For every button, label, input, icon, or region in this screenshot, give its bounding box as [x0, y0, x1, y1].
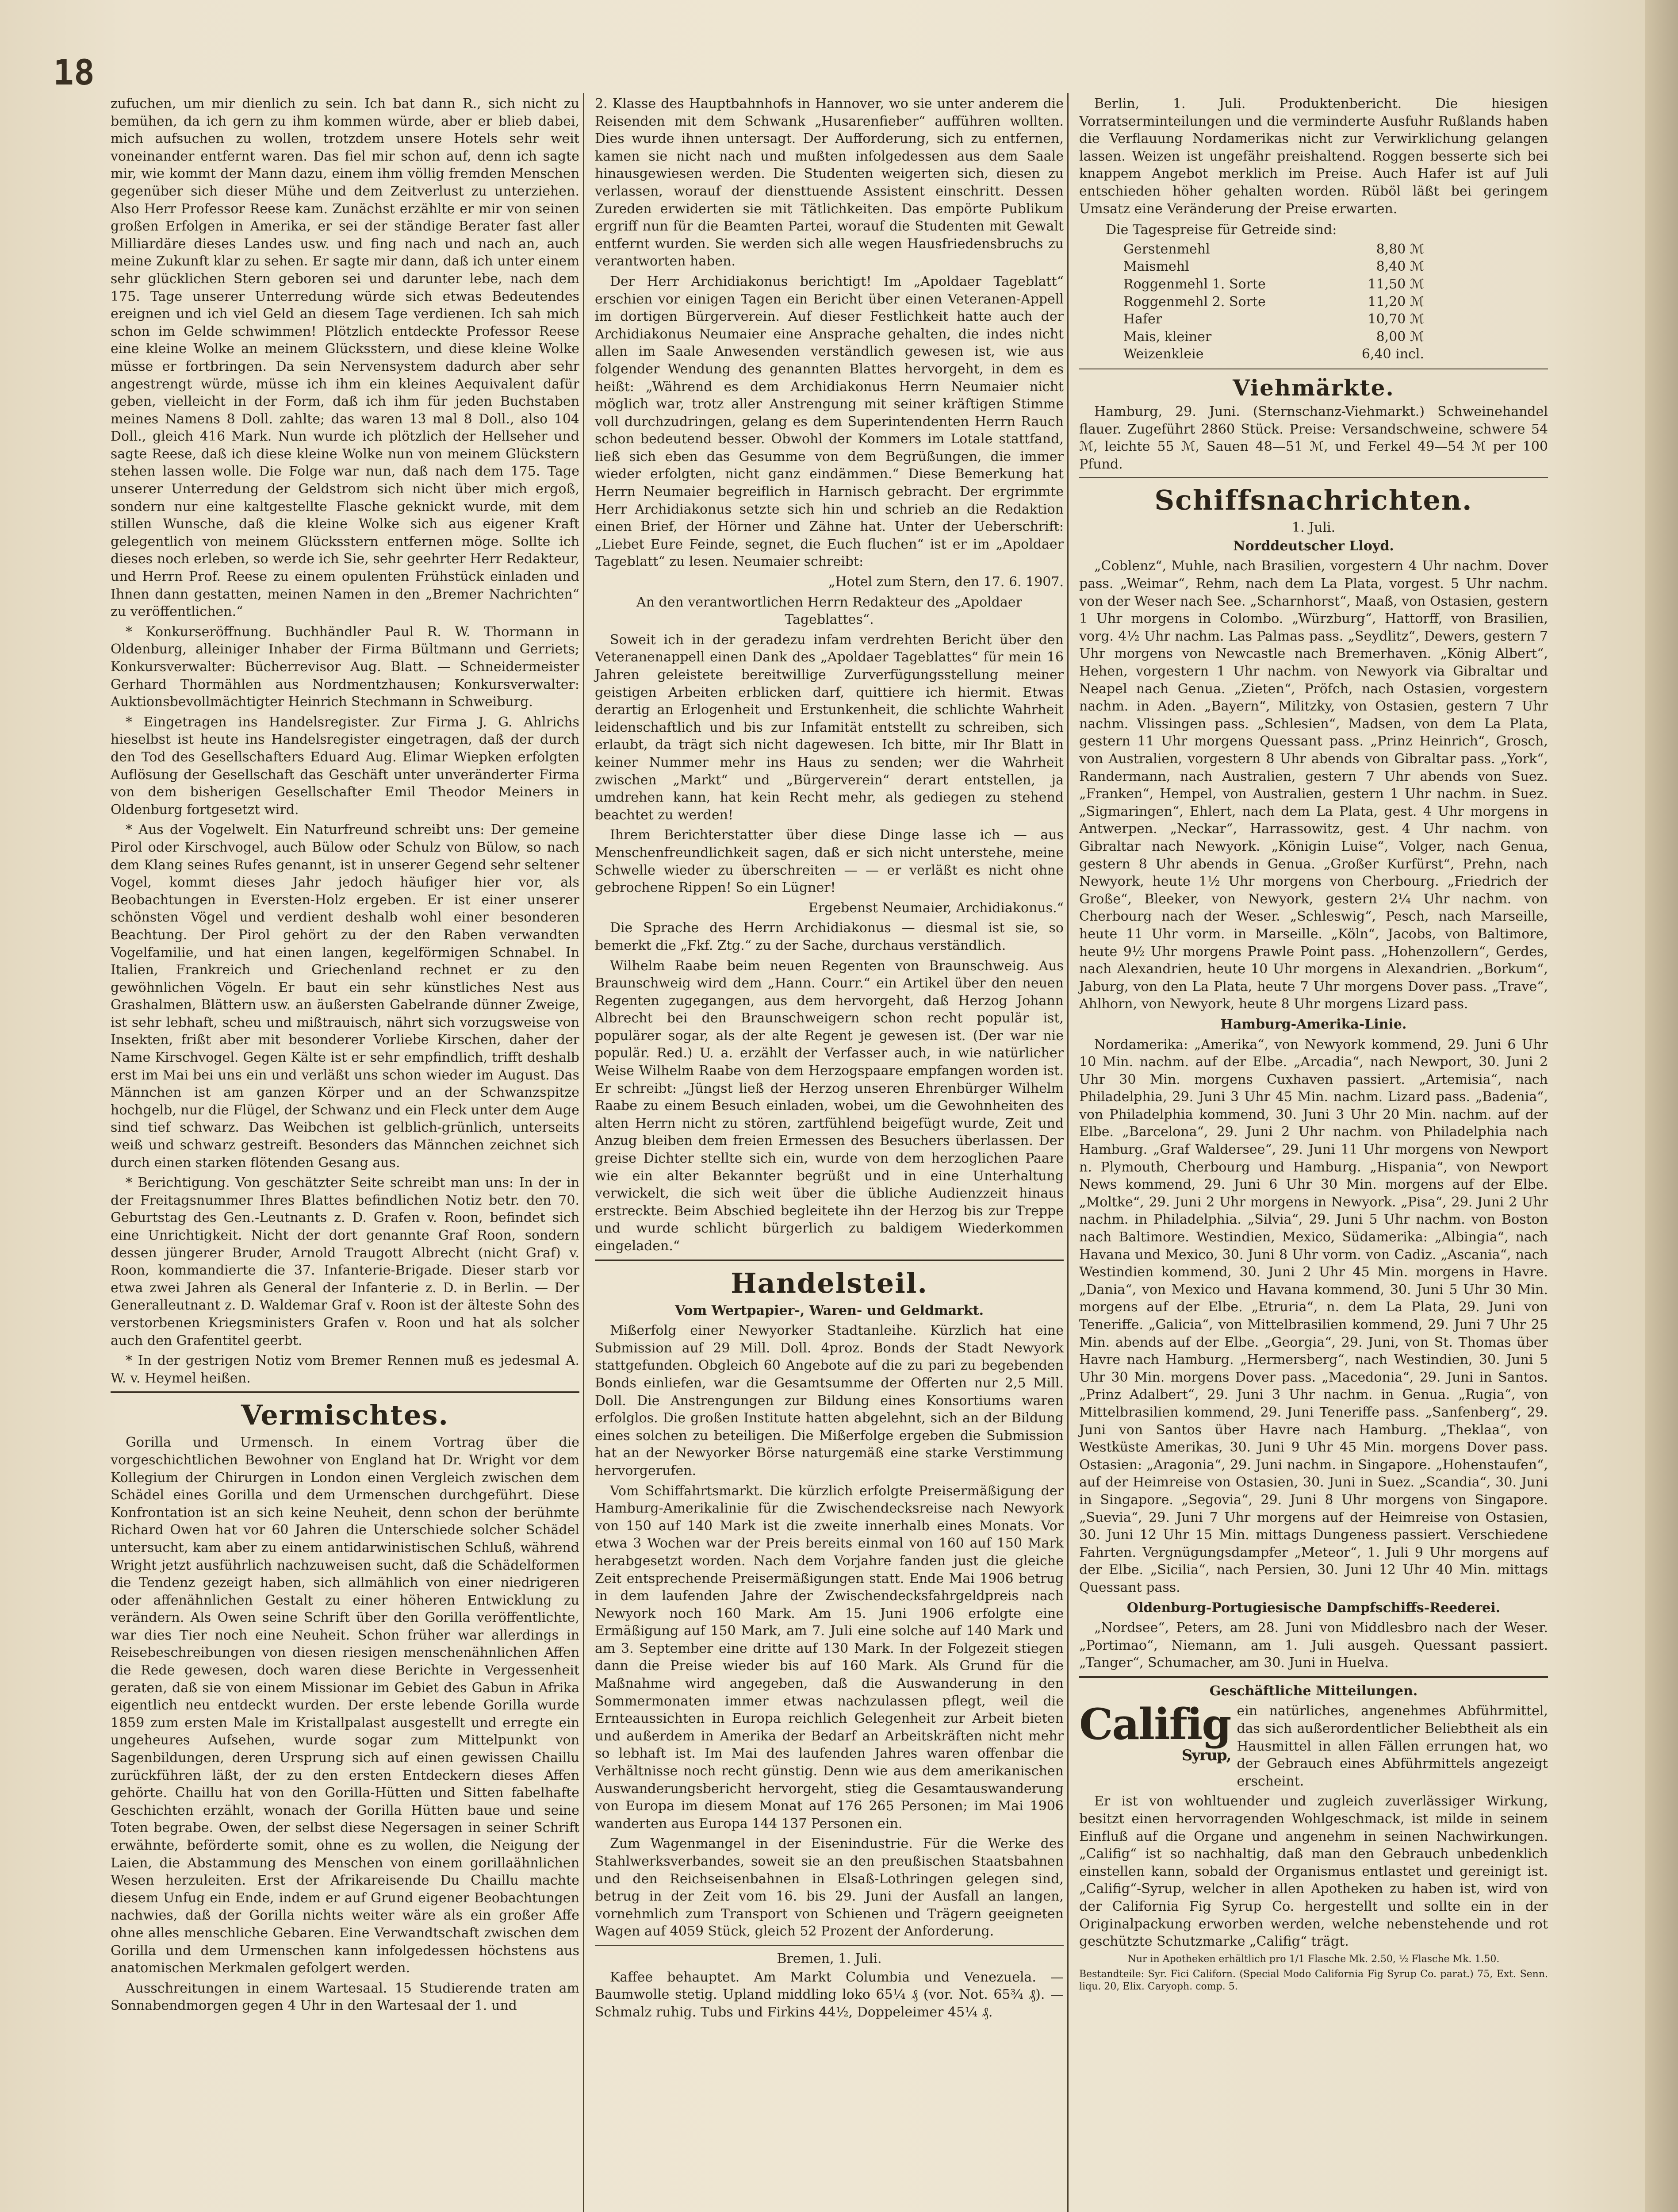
page-edge-shadow: [1645, 0, 1678, 2212]
dateline-bremen: Bremen, 1. Juli.: [777, 1951, 882, 1966]
price-value: 8,80 ℳ: [1376, 241, 1424, 257]
ad-fine-print-ingredients: Bestandteile: Syr. Fici Californ. (Special Modo California Fig Syrup Co. parat.) 75, Ext. Senn. liqu. 20, Elix. Caryoph. comp. 5.: [1079, 1968, 1548, 1992]
letter-body: Soweit ich in der geradezu infam verdrehten Bericht über den Veteranenappell einen Dank des „Apoldaer Tageblattes“ für mein 16 Jahren geleistete bereitwillige Zurverfügungsstellung meiner geistigen Arbeiten erblicken darf, quittiere ich hiermit. Etwas derartig an Erlogenheit und Erstunkenheit, die schlichte Wahrheit leidenschaftlich und bis zur Infamität entstellt zu schreiben, sich erlaubt, da trägt sich nicht dagewesen. Ich bitte, mir Ihr Blatt in keiner Nummer mehr ins Haus zu senden; wer die Wahrheit zwischen „Markt“ und „Bürgerverein“ derart entstellen, ja umdrehen kann, hat kein Recht mehr, als gediegen zu stehend beachtet zu werden!: [595, 632, 1064, 823]
article-paragraph: zufuchen, um mir dienlich zu sein. Ich bat dann R., sich nicht zu bemühen, da ich gern zu ihm kommen würde, aber er blieb dabei, mich aufsuchen zu wollen, trotzdem unsere Hotels sehr weit voneinander entfernt waren. Das fiel mir schon auf, denn ich sagte mir, wie kommt der Mann dazu, einem ihm völlig fremden Menschen gegenüber sich dieser Mühe und dem Zeitverlust zu unterziehen. Also Herr Professor Reese kam. Zunächst erzählte er mir von seinen großen Erfolgen in Amerika, er sei der ständige Berater fast aller Milliardäre dieses Landes usw. und fing nach und nach an, auch meine Zukunft klar zu sehen. Er sagte mir dann, daß ich unter einem sehr glücklichen Stern geboren sei und darunter lebe, nach dem 175. Tage unserer Unterredung würde sich etwas Bedeutendes ereignen und ich viel Geld an diesem Tage verdienen. Ich sah mich schon im Gelde schwimmen! Plötzlich entdeckte Professor Reese eine kleine Wolke an meinem Glücksstern, und diese kleine Wolke müsse er fortbringen. Da sein Nervensystem dadurch aber sehr angestrengt würde, müsse ich ihm ein kleines Aequivalent dafür geben, vielleicht in der Form, daß ich ihm für jeden Buchstaben meines Namens 8 Doll. zahlte; das waren 13 mal 8 Doll., also 104 Doll., gleich 416 Mark. Nun wurde ich plötzlich der Hellseher und sagte Reese, daß ich diese kleine Wolke nun von meinem Glückstern stehen lassen wolle. Die Folge war nun, daß nach dem 175. Tage unserer Unterredung der Geldstrom sich nicht über mich ergoß, sondern nur eine kaltgestellte Flasche geknickt wurde, mit dem stillen Wunsche, daß die kleine Wolke sich aus eigener Kraft gelegentlich von meinem Glücksstern entfernen möge. Sollte ich dieses noch erleben, so werde ich Sie, sehr geehrter Herr Redakteur, und Herrn Prof. Reese zu einem opulenten Frühstück einladen und Ihnen dann gestatten, meinen Namen in den „Bremer Nachrichten“ zu veröffentlichen.“: [111, 96, 579, 620]
califig-advertisement: [1079, 1699, 1548, 1793]
price-name: Maismehl: [1123, 259, 1189, 275]
price-name: Mais, kleiner: [1123, 329, 1212, 345]
article-schiffahrtsmarkt: Vom Schiffahrtsmarkt. Die kürzlich erfolgte Preisermäßigung der Hamburg-Amerikalinie für die Zwischendecksreise nach Newyork von 150 auf 140 Mark ist die zweite innerhalb eines Monats. Vor etwa 3 Wochen war der Preis bereits einmal von 160 auf 150 Mark herabgesetzt worden. Nach dem Vorjahre fanden just die gleiche Zeit entsprechende Preisermäßigungen statt. Ende Mai 1906 betrug in dem laufenden Jahre der Zwischendecksfahrgeldpreis nach Newyork noch 160 Mark. Am 15. Juni 1906 erfolgte eine Ermäßigung auf 150 Mark, am 7. Juli eine solche auf 140 Mark und am 3. September eine dritte auf 130 Mark. In der Folgezeit stiegen dann die Preise wieder bis auf 160 Mark. Als Grund für die Maßnahme wird angegeben, daß die Auswanderung in den Sommermonaten immer etwas nachzulassen pflegt, weil die Ernteaussichten in Europa reichlich Gelegenheit zur Arbeit bieten und außerdem in Amerika der Bedarf an Arbeitskräften nicht mehr so lebhaft ist. Im Mai des laufenden Jahres waren offenbar die Verhältnisse noch recht günstig. Denn wie aus dem amerikanischen Auswanderungsbericht hervorgeht, stieg die Gesamtauswanderung von Europa im diesem Monat auf 176 265 Personen; im Mai 1906 wanderten aus Europa 144 137 Personen ein.: [595, 1483, 1064, 1832]
califig-logo: [1079, 1699, 1231, 1765]
subheading-hapag: Hamburg-Amerika-Linie.: [1220, 1016, 1407, 1032]
column-3: [1079, 95, 1548, 1996]
price-name: Roggenmehl 1. Sorte: [1123, 276, 1266, 292]
divider: [595, 1945, 1064, 1946]
grain-price-table: [1106, 221, 1424, 363]
market-report-bremen: Kaffee behauptet. Am Markt Columbia und Venezuela. — Baumwolle stetig. Upland middling loko 65¼ ₰ (vor. Not. 65¾ ₰). — Schmalz ruhig. Tubs und Firkins 44½, Doppeleimer 45¼ ₰.: [595, 1969, 1064, 2020]
section-title-handelsteil: Handelsteil.: [731, 1267, 928, 1299]
column-divider-left: [583, 93, 584, 2212]
price-value: 8,40 ℳ: [1376, 259, 1424, 275]
news-item-konkurs: * Konkurseröffnung. Buchhändler Paul R. W. Thormann in Oldenburg, alleiniger Inhaber der Firma Bültmann und Gerriets; Konkursverwalter: Bücherrevisor Aug. Blatt. — Schneidermeister Gerhard Thormählen aus Nordmentzhausen; Konkursverwalter: Auktionsbevollmächtigter Heinrich Stechmann in Schweiburg.: [111, 624, 579, 710]
dateline-schiff: 1. Juli.: [1291, 520, 1336, 536]
article-wartesaal: Ausschreitungen in einem Wartesaal. 15 Studierende traten am Sonnabendmorgen gegen 4 Uhr in den Wartesaal der 1. und: [111, 1980, 579, 2014]
page-number: 18: [53, 53, 95, 93]
letter-signature: Ergebenst Neumaier, Archidiakonus.“: [808, 900, 1064, 916]
column-divider-right: [1067, 93, 1069, 2212]
shipping-lloyd: „Coblenz“, Muhle, nach Brasilien, vorgestern 4 Uhr nachm. Dover pass. „Weimar“, Rehm, nach dem La Plata, vorgest. 5 Uhr nachm. von der Weser nach See. „Scharnhorst“, Maaß, von Ostasien, gestern 1 Uhr morgens in Colombo. „Würzburg“, Hattorff, von Brasilien, vorg. 4½ Uhr nachm. Las Palmas pass. „Seydlitz“, Dewers, gestern 7 Uhr morgens von Newcastle nach Bremerhaven. „König Albert“, Hehen, vorgestern 1 Uhr nachm. von Newyork via Gibraltar und Neapel nach Genua. „Zieten“, Pröfch, nach Ostasien, vorgestern nachm. in Aden. „Bayern“, Militzky, von Ostasien, gestern 7 Uhr nachm. Vlissingen pass. „Schlesien“, Madsen, von dem La Plata, gestern 11 Uhr morgens Quessant pass. „Prinz Heinrich“, Grosch, von Australien, vorgestern 8 Uhr abends von Gibraltar pass. „York“, Randermann, nach Australien, gestern 7 Uhr abends von Suez. „Franken“, Hempel, von Australien, gestern 1 Uhr nachm. in Suez. „Sigmaringen“, Ehlert, nach dem La Plata, gest. 4 Uhr morgens in Antwerpen. „Neckar“, Harrassowitz, gest. 4 Uhr nachm. von Gibraltar nach Newyork. „Königin Luise“, Volger, nach Genua, gestern 8 Uhr abends in Genua. „Großer Kurfürst“, Prehn, nach Newyork, heute 1½ Uhr morgens von Cherbourg. „Friedrich der Große“, Bleeker, von Newyork, gestern 2¼ Uhr nachm. von Cherbourg nach der Weser. „Schleswig“, Pesch, nach Marseille, heute 11 Uhr vorm. in Marseille. „Köln“, Jacobs, von Baltimore, heute 9½ Uhr morgens Prawle Point pass. „Hohenzollern“, Gerdes, nach Alexandrien, heute 10 Uhr morgens in Alexandrien. „Borkum“, Jaburg, von den La Plata, heute 7 Uhr morgens Dover pass. „Trave“, Ahlhorn, von Newyork, heute 8 Uhr morgens Lizard pass.: [1079, 558, 1548, 1012]
ad-body-text: Er ist von wohltuender und zugleich zuverlässiger Wirkung, besitzt einen hervorragenden Wohlgeschmack, ist milde in seinem Einfluß auf die Organe und angenehm in seinen Nachwirkungen. „Califig“ ist so nachhaltig, daß man den Gebrauch unbedenklich einstellen kann, sobald der Organismus entlastet und gereinigt ist. „Califig“-Syrup, welcher in allen Apotheken zu haben ist, wird von der California Fig Syrup Co. hergestellt und sollte ein in der Originalpackung erworben werden, welche nebenstehende und rot geschützte Schutzmarke „Califig“ trägt.: [1079, 1793, 1548, 1950]
letter-body-2: Ihrem Berichterstatter über diese Dinge lasse ich — aus Menschenfreundlichkeit sagen, daß er sich nicht unterstehe, meine Schwelle wieder zu überschreiten — — er verläßt es nicht ohne gebrochene Rippen! So ein Lügner!: [595, 827, 1064, 896]
market-report-berlin: Berlin, 1. Juli. Produktenbericht. Die hiesigen Vorratserminteilungen und die verminderte Ausfuhr Rußlands haben die Verflauung Nordamerikas nicht zur Verwirklichung gelangen lassen. Weizen ist ungefähr preishaltend. Roggen besserte sich bei knappem Angebot merklich im Preise. Auch Hafer ist auf Juli entschieden höher gehalten worden. Rüböl läßt bei geringem Umsatz eine Veränderung der Preise erwarten.: [1079, 96, 1548, 217]
price-value: 6,40 incl.: [1361, 346, 1424, 362]
article-stadtanleihe: Mißerfolg einer Newyorker Stadtanleihe. Kürzlich hat eine Submission auf 29 Mill. Doll. 4proz. Bonds der Stadt Newyork stattgefunden. Obgleich 60 Angebote auf die zu pari zu begebenden Bonds einliefen, war die Gesamtsumme der Offerten nur 2,5 Mill. Doll. Die Anstrengungen zur Bildung eines Konsortiums waren erfolglos. Die großen Institute hatten abgelehnt, sich an der Bildung eines solchen zu beteiligen. Die Mißerfolge ergeben die Submission hat an der Newyorker Börse naturgemäß eine starke Verstimmung hervorgerufen.: [595, 1323, 1064, 1479]
ad-logo-sub: Syrup,: [1181, 1747, 1231, 1765]
news-item-notiz: * In der gestrigen Notiz vom Bremer Rennen muß es jedesmal A. W. v. Heymel heißen.: [111, 1353, 579, 1386]
article-raabe: Wilhelm Raabe beim neuen Regenten von Braunschweig. Aus Braunschweig wird dem „Hann. Courr.“ ein Artikel über den neuen Regenten zugegangen, aus dem hervorgeht, daß Herzog Johann Albrecht bei den Braunschweigern schon recht populär ist, populärer sogar, als der alte Regent je gewesen ist. (Der war nie populär. Red.) U. a. erzählt der Verfasser auch, in wie natürlicher Weise Wilhelm Raabe von dem Herzogspaare empfangen worden ist. Er schreibt: „Jüngst ließ der Herzog unseren Ehrenbürger Wilhelm Raabe zu einem Besuch einladen, wobei, um die Gewohnheiten des alten Herrn nicht zu stören, zartfühlend beigefügt wurde, Zeit und Anzug bleiben dem freien Ermessen des Besuchers überlassen. Der greise Dichter stellte sich ein, wurde von dem herzoglichen Paare wie ein alter Bekannter begrüßt und in eine Unterhaltung verwickelt, die sich weit über die übliche Audienzzeit hinaus erstreckte. Beim Abschied begleitete ihn der Herzog bis zur Treppe und wurde schlicht bürgerlich zu baldigem Wiederkommen eingeladen.“: [595, 958, 1064, 1254]
section-title-viehmaerkte: Viehmärkte.: [1233, 374, 1395, 401]
article-gorilla: Gorilla und Urmensch. In einem Vortrag über die vorgeschichtlichen Bewohner von England hat Dr. Wright vor dem Kollegium der Chirurgen in London einen Vergleich zwischen dem Schädel eines Gorilla und dem Urmenschen durchgeführt. Diese Konfrontation ist an sich keine Neuheit, denn schon der berühmte Richard Owen hat vor 60 Jahren die Unterschiede solcher Schädel untersucht, kam aber zu einem antidarwinistischen Schluß, während Wright jetzt ausführlich nachzuweisen sucht, daß die Schädelformen die Tendenz gezeigt haben, sich allmählich von einer niedrigeren oder affenähnlichen Gestalt zu einer höheren Entwicklung zu verändern. Als Owen seine Schrift über den Gorilla veröffentlichte, war dies Tier noch eine Neuheit. Schon früher war allerdings in Reisebeschreibungen von diesen riesigen menschenähnlichen Affen die Rede gewesen, doch waren diese Berichte in Vergessenheit geraten, daß sie von einem Missionar im Gebiet des Gabun in Afrika eigentlich neu entdeckt wurden. Der erste lebende Gorilla wurde 1859 zum ersten Male im Kristallpalast ausgestellt und erregte ein ungeheures Aufsehen, wurde sogar zum Mittelpunkt von Sagenbildungen, deren Ursprung sich auf einen gewissen Chaillu zurückführen läßt, der zu den ersten Entdeckern dieses Affen gehörte. Chaillu hat von den Gorilla-Hütten und Sitten fabelhafte Geschichten erzählt, wonach der Gorilla Hütten baue und seine Toten begrabe. Owen, der selbst diese Negersagen in seiner Schrift erwähnte, beförderte somit, ohne es zu wollen, die Neigung der Laien, die Abstammung des Menschen von einem gorillaähnlichen Wesen herzuleiten. Erst der Afrikareisende Du Chaillu machte diesem Unfug ein Ende, indem er auf Grund eigener Beobachtungen nachwies, daß der Gorilla nichts weiter wäre als ein großer Affe ohne alles menschliche Gebaren. Eine Verwandtschaft zwischen dem Gorilla und dem Urmenschen kann infolgedessen höchstens aus anatomischen Merkmalen gefolgert werden.: [111, 1435, 579, 1976]
price-row: [1106, 328, 1424, 346]
letter-dateline: „Hotel zum Stern, den 17. 6. 1907.: [828, 574, 1064, 590]
section-rule: [1079, 1676, 1548, 1678]
price-row: [1106, 311, 1424, 328]
price-name: Weizenkleie: [1123, 346, 1204, 362]
column-2: [595, 95, 1064, 2024]
article-comment: Die Sprache des Herrn Archidiakonus — diesmal ist sie, so bemerkt die „Fkf. Ztg.“ zu der Sache, durchaus verständlich.: [595, 920, 1064, 953]
ad-fine-print-price: Nur in Apotheken erhältlich pro 1/1 Flasche Mk. 2.50, ½ Flasche Mk. 1.50.: [1127, 1953, 1500, 1965]
news-item-vogelwelt: * Aus der Vogelwelt. Ein Naturfreund schreibt uns: Der gemeine Pirol oder Kirschvogel, auch Bülow oder Schulz von Bülow, so nach dem Klang seines Rufes genannt, ist in unserer Gegend sehr seltener Vogel, kommt dieses Jahr jedoch häufiger hier vor, als Beobachtungen in Eversten-Holz ergeben. Er ist einer unserer schönsten Vögel und verdient deshalb wohl einer besonderen Beachtung. Der Pirol gehört zu der den Raben verwandten Vogelfamilie, und hat einen langen, kegelförmigen Schnabel. In Italien, Frankreich und Griechenland rechnet er zu den gewöhnlichen Vögeln. Er baut ein sehr künstliches Nest aus Grashalmen, Blättern usw. an äußersten Gabelrande dünner Zweige, ist sehr lebhaft, scheu und mißtrauisch, nährt sich vorzugsweise von Insekten, frißt aber mit besonderer Vorliebe Kirschen, daher der Name Kirschvogel. Gegen Kälte ist er sehr empfindlich, trifft deshalb erst im Mai bei uns ein und verläßt uns schon wieder im August. Das Männchen ist am ganzen Körper und an der Schwanzspitze hochgelb, nur die Flügel, der Schwanz und ein Fleck unter dem Auge sind tief schwarz. Das Weibchen ist gelblich-grünlich, unterseits weiß und schwarz gestreift. Besonders das Männchen zeichnet sich durch einen starken flötenden Gesang aus.: [111, 822, 579, 1171]
letter-address: An den verantwortlichen Herrn Redakteur des „Apoldaer Tageblattes“.: [636, 594, 1022, 628]
shipping-oldenburg: „Nordsee“, Peters, am 28. Juni von Middlesbro nach der Weser. „Portimao“, Niemann, am 1. Juli ausgeh. Quessant passiert. „Tanger“, Schumacher, am 30. Juni in Huelva.: [1079, 1620, 1548, 1671]
divider: [1079, 477, 1548, 478]
section-rule: [111, 1391, 579, 1393]
section-title-schiffsnachrichten: Schiffsnachrichten.: [1154, 484, 1473, 517]
section-title-vermischtes: Vermischtes.: [241, 1399, 449, 1432]
article-archidiakonus: Der Herr Archidiakonus berichtigt! Im „Apoldaer Tageblatt“ erschien vor einigen Tagen ein Bericht über einen Veteranen-Appell im dortigen Bürgerverein. Auf dieser Festlichkeit hatte auch der Archidiakonus Neumaier eine Ansprache gehalten, die indes nicht allen im Saale Anwesenden verständlich gewesen ist, wie aus folgender Wendung des genannten Blattes hervorgeht, in dem es heißt: „Während es dem Archidiakonus Herrn Neumaier nicht möglich war, trotz aller Anstrengung mit seiner kräftigen Stimme voll durchzudringen, gelang es dem Superintendenten Herrn Rauch schon bedeutend besser. Obwohl der Kommers im Lotale stattfand, ließ sich eben das Gesumme von dem Begrüßungen, die immer wieder erfolgten, nicht ganz eindämmen.“ Diese Bemerkung hat Herrn Neumaier begreiflich in Harnisch gebracht. Der ergrimmte Herr Archidiakonus setzte sich hin und schrieb an die Redaktion einen Brief, der Hörner und Zähne hat. Unter der Ueberschrift: „Liebet Eure Feinde, segnet, die Euch fluchen“ ist er im „Apoldaer Tageblatt“ zu lesen. Neumaier schreibt:: [595, 273, 1064, 570]
section-rule: [595, 1260, 1064, 1261]
market-report-hamburg: Hamburg, 29. Juni. (Sternschanz-Viehmarkt.) Schweinehandel flauer. Zugeführt 2860 Stück. Preise: Versandschweine, schwere 54 ℳ, leichte 55 ℳ, Sauen 48—51 ℳ, und Ferkel 49—54 ℳ per 100 Pfund.: [1079, 403, 1548, 472]
price-row: [1106, 346, 1424, 363]
price-value: 10,70 ℳ: [1368, 311, 1424, 327]
article-wagenmangel: Zum Wagenmangel in der Eisenindustrie. Für die Werke des Stahlwerksverbandes, soweit sie an den preußischen Staatsbahnen und den Reichseisenbahnen in Elsaß-Lothringen gelegen sind, betrug in der Zeit vom 16. bis 29. Juni der Ausfall an langen, vornehmlich zum Transport von Schienen und Trägern geeigneten Wagen auf 4059 Stück, gleich 52 Prozent der Anforderung.: [595, 1836, 1064, 1939]
article-wartesaal-continued: 2. Klasse des Hauptbahnhofs in Hannover, wo sie unter anderem die Reisenden mit dem Schwank „Husarenfieber“ aufführen wollten. Dies wurde ihnen untersagt. Der Aufforderung, sich zu entfernen, kamen sie nicht nach und mußten infolgedessen aus dem Saale hinausgewiesen werden. Die Studenten weigerten sich, diesen zu verlassen, worauf der diensttuende Assistent einschritt. Dessen Zureden erwiderten sie mit Tätlichkeiten. Das empörte Publikum ergriff nun für die Beamten Partei, worauf die Studenten mit Gewalt entfernt wurden. Sie werden sich alle wegen Hausfriedensbruchs zu verantworten haben.: [595, 96, 1064, 269]
ad-header: Geschäftliche Mitteilungen.: [1209, 1683, 1418, 1699]
price-name: Hafer: [1123, 311, 1162, 327]
price-row: [1106, 293, 1424, 311]
ad-logo-text: Califig: [1079, 1699, 1231, 1750]
price-row: [1106, 276, 1424, 293]
price-name: Roggenmehl 2. Sorte: [1123, 294, 1266, 310]
shipping-hapag: Nordamerika: „Amerika“, von Newyork kommend, 29. Juni 6 Uhr 10 Min. nachm. auf der Elbe. „Arcadia“, nach Newport, 30. Juni 2 Uhr 30 Min. morgens Cuxhaven passiert. „Artemisia“, nach Philadelphia, 29. Juni 3 Uhr 45 Min. nachm. Lizard pass. „Badenia“, von Philadelphia kommend, 30. Juni 3 Uhr 20 Min. nachm. auf der Elbe. „Barcelona“, 29. Juni 2 Uhr nachm. von Philadelphia nach Hamburg. „Graf Waldersee“, 29. Juni 11 Uhr morgens von Newport n. Plymouth, Cherbourg und Hamburg. „Hispania“, von Newport News kommend, 29. Juni 6 Uhr 30 Min. morgens auf der Elbe. „Moltke“, 29. Juni 2 Uhr morgens in Newyork. „Pisa“, 29. Juni 2 Uhr nachm. in Philadelphia. „Silvia“, 29. Juni 5 Uhr nachm. von Boston nach Baltimore. Westindien, Mexico, Südamerika: „Albingia“, nach Havana und Mexico, 30. Juni 8 Uhr vorm. von Cadiz. „Ascania“, nach Westindien kommend, 30. Juni 2 Uhr 45 Min. morgens in Havre. „Dania“, von Mexico und Havana kommend, 30. Juni 5 Uhr 30 Min. morgens auf der Elbe. „Etruria“, n. dem La Plata, 29. Juni von Teneriffe. „Galicia“, von Mittelbrasilien kommend, 29. Juni 7 Uhr 25 Min. abends auf der Elbe. „Georgia“, 29. Juni, von St. Thomas über Havre nach Hamburg. „Hermersberg“, nach Westindien, 30. Juni 5 Uhr 30 Min. morgens Dover pass. „Macedonia“, 29. Juni in Santos. „Prinz Adalbert“, 29. Juni 3 Uhr nachm. in Genua. „Rugia“, von Mittelbrasilien kommend, 29. Juni Teneriffe pass. „Sanfenberg“, 29. Juni von Santos über Havre nach Hamburg. „Theklaa“, von Westküste Amerikas, 30. Juni 9 Uhr 45 Min. morgens Dover pass. Ostasien: „Aragonia“, 29. Juni nachm. in Singapore. „Hohenstaufen“, auf der Heimreise von Ostasien, 30. Juni in Suez. „Scandia“, 30. Juni in Singapore. „Segovia“, 29. Juni 8 Uhr morgens von Singapore. „Suevia“, 29. Juni 7 Uhr morgens auf der Heimreise von Ostasien, 30. Juni 12 Uhr 15 Min. mittags Dungeness passiert. Verschiedene Fahrten. Vergnügungsdampfer „Meteor“, 1. Juli 9 Uhr morgens auf der Elbe. „Sicilia“, nach Persien, 30. Juni 12 Uhr 40 Min. mittags Quessant pass.: [1079, 1037, 1548, 1595]
price-name: Gerstenmehl: [1123, 241, 1210, 257]
price-row: [1106, 241, 1424, 258]
price-value: 11,20 ℳ: [1368, 294, 1424, 310]
ad-intro-text: ein natürliches, angenehmes Abführmittel, das sich außerordentlicher Beliebtheit als ein Hausmittel in allen Fällen errungen hat, wo der Gebrauch eines Abführmittels angezeigt erscheint.: [1237, 1703, 1548, 1789]
price-value: 11,50 ℳ: [1368, 276, 1424, 292]
price-row: [1106, 258, 1424, 276]
news-item-berichtigung: * Berichtigung. Von geschätzter Seite schreibt man uns: In der in der Freitagsnummer Ihres Blattes befindlichen Notiz betr. den 70. Geburtstag des Gen.-Leutnants z. D. Grafen v. Roon, befindet sich eine Unrichtigkeit. Nicht der dort genannte Graf Roon, sondern dessen jüngerer Bruder, Arnold Traugott Albrecht (nicht Graf) v. Roon, kommandierte die 37. Infanterie-Brigade. Dieser starb vor etwa zwei Jahren als General der Infanterie z. D. in Berlin. — Der Generalleutnant z. D. Waldemar Graf v. Roon ist der älteste Sohn des verstorbenen Kriegsministers Grafen v. Roon und hat als solcher auch den Grafentitel geerbt.: [111, 1175, 579, 1348]
section-subtitle: Vom Wertpapier-, Waren- und Geldmarkt.: [674, 1302, 984, 1318]
price-table-title: Die Tagespreise für Getreide sind:: [1106, 222, 1337, 238]
subheading-oldenburg-portugiesische: Oldenburg-Portugiesische Dampfschiffs-Reederei.: [1126, 1600, 1501, 1616]
news-item-handelsregister: * Eingetragen ins Handelsregister. Zur Firma J. G. Ahlrichs hieselbst ist heute ins Handelsregister eingetragen, daß der durch den Tod des Gesellschafters Eduard Aug. Elimar Wiepken erfolgten Auflösung der Gesellschaft das Geschäft unter unveränderter Firma von dem bisherigen Gesellschafter Emil Theodor Meiners in Oldenburg fortgesetzt wird.: [111, 714, 579, 818]
column-1: [111, 95, 579, 2017]
price-value: 8,00 ℳ: [1376, 329, 1424, 345]
subheading-lloyd: Norddeutscher Lloyd.: [1233, 538, 1394, 554]
